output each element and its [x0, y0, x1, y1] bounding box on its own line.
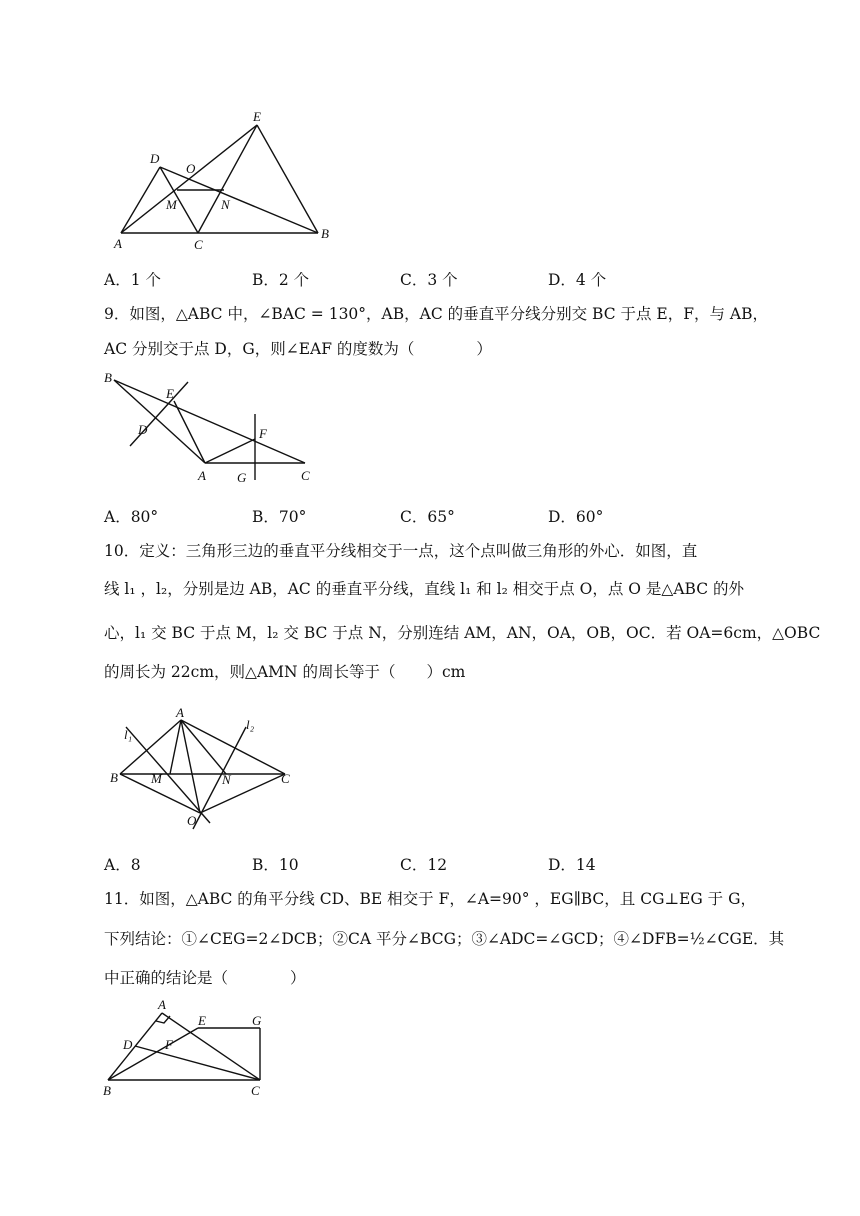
- q11-label-e: E: [198, 1013, 206, 1028]
- q8-label-d: D: [150, 151, 160, 166]
- q10-text-line1: 10．定义：三角形三边的垂直平分线相交于一点，这个点叫做三角形的外心．如图，直: [104, 542, 698, 560]
- q9-option-a[interactable]: A．80°: [104, 508, 159, 526]
- q10-label-b: B: [110, 770, 118, 785]
- q11-label-d: D: [123, 1037, 133, 1052]
- q11-label-b: B: [103, 1083, 111, 1098]
- q11-label-g: G: [252, 1013, 262, 1028]
- q9-text-line2: AC 分别交于点 D，G，则∠EAF 的度数为（ ）: [104, 340, 492, 358]
- q9-option-d[interactable]: D．60°: [548, 508, 604, 526]
- q11-text-line1: 11．如图，△ABC 的角平分线 CD、BE 相交于 F，∠A=90° ，EG∥BC，且 CG⊥EG 于 G，: [104, 890, 756, 908]
- q8-option-d[interactable]: D．4 个: [548, 271, 607, 289]
- q9-label-b: B: [104, 370, 112, 385]
- q11-text-line2: 下列结论：①∠CEG=2∠DCB；②CA 平分∠BCG；③∠ADC=∠GCD；④∠DFB=½∠CGE．其: [104, 930, 785, 948]
- q10-option-c[interactable]: C．12: [400, 856, 448, 874]
- q10-figure: [100, 705, 310, 835]
- q8-option-b[interactable]: B．2 个: [252, 271, 310, 289]
- q10-label-m: M: [151, 771, 162, 786]
- q11-text-line3: 中正确的结论是（ ）: [104, 969, 306, 987]
- q10-label-a: A: [176, 705, 184, 720]
- q10-label-l1: l₁: [124, 727, 133, 742]
- q9-figure: [100, 368, 330, 488]
- q9-label-d: D: [138, 422, 148, 437]
- q8-label-o: O: [186, 161, 196, 176]
- q10-text-line2: 线 l₁ ，l₂，分别是边 AB，AC 的垂直平分线，直线 l₁ 和 l₂ 相交于点 O，点 O 是△ABC 的外: [104, 580, 745, 598]
- q10-option-a[interactable]: A．8: [104, 856, 141, 874]
- q11-label-a: A: [158, 997, 166, 1012]
- q10-option-b[interactable]: B．10: [252, 856, 299, 874]
- q8-label-m: M: [166, 197, 177, 212]
- q8-label-a: A: [114, 236, 122, 251]
- q10-option-d[interactable]: D．14: [548, 856, 596, 874]
- q10-text-line3: 心，l₁ 交 BC 于点 M，l₂ 交 BC 于点 N，分别连结 AM，AN，OA，OB，OC．若 OA=6cm，△OBC: [104, 624, 821, 642]
- q8-option-a[interactable]: A．1 个: [104, 271, 161, 289]
- q10-text-line4: 的周长为 22cm，则△AMN 的周长等于（ ）cm: [104, 663, 466, 681]
- q8-label-n: N: [221, 197, 230, 212]
- q11-label-f: F: [165, 1037, 173, 1052]
- q9-text-line1: 9．如图，△ABC 中，∠BAC = 130°，AB，AC 的垂直平分线分别交 BC 于点 E，F，与 AB，: [104, 305, 769, 323]
- q8-option-c[interactable]: C．3 个: [400, 271, 458, 289]
- q8-label-b: B: [321, 226, 329, 241]
- q11-label-c: C: [251, 1083, 260, 1098]
- q9-label-e: E: [166, 386, 174, 401]
- q9-option-c[interactable]: C．65°: [400, 508, 455, 526]
- q10-label-l2: l₂: [246, 717, 255, 732]
- q10-label-n: N: [222, 772, 231, 787]
- q9-label-f: F: [259, 426, 267, 441]
- q9-label-a: A: [198, 468, 206, 483]
- q8-figure: [100, 105, 350, 255]
- q8-label-c: C: [194, 237, 203, 252]
- q10-label-c: C: [281, 771, 290, 786]
- q10-label-o: O: [187, 813, 197, 828]
- q8-label-e: E: [253, 109, 261, 124]
- q9-option-b[interactable]: B．70°: [252, 508, 307, 526]
- q9-label-c: C: [301, 468, 310, 483]
- q9-label-g: G: [237, 470, 247, 485]
- q11-figure: [98, 995, 278, 1105]
